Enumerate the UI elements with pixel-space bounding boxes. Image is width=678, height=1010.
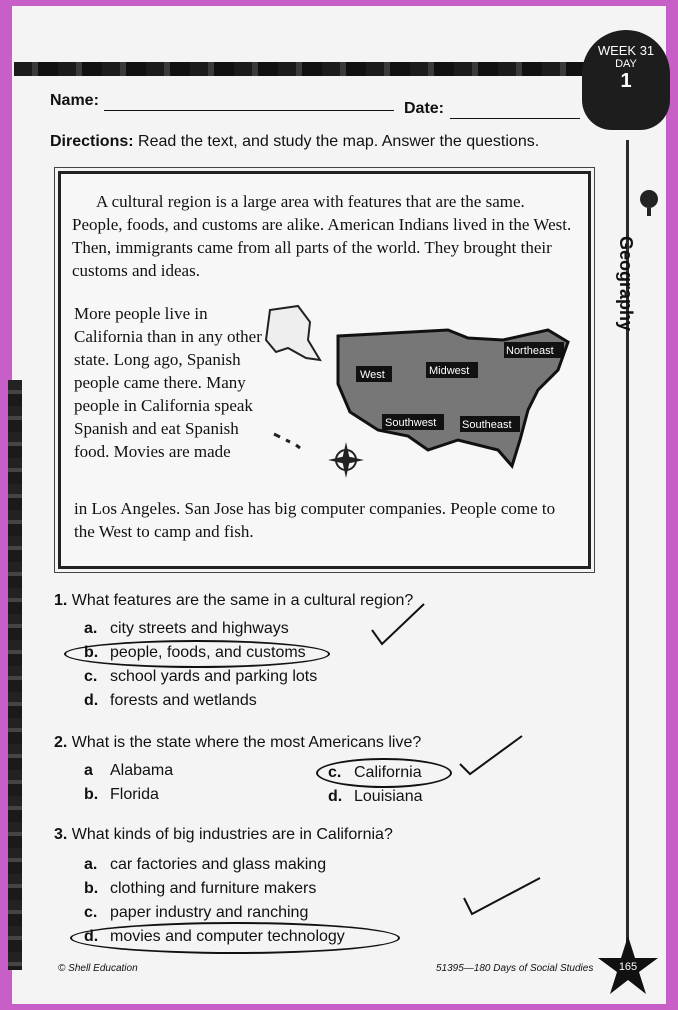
region-label-northeast: Northeast	[506, 345, 554, 357]
directions	[50, 133, 539, 151]
option-text: clothing and furniture makers	[110, 880, 317, 897]
option-letter: b.	[84, 644, 99, 661]
directions-text: Read the text, and study the map. Answer the questions.	[138, 133, 540, 150]
option-text: Louisiana	[354, 788, 423, 805]
alaska-shape	[266, 306, 320, 360]
answer-circle	[64, 640, 330, 668]
answer-option[interactable]	[84, 668, 317, 686]
question-2	[54, 734, 421, 752]
region-label-southwest: Southwest	[385, 417, 437, 429]
region-label-midwest: Midwest	[429, 365, 470, 377]
compass-rose-icon	[328, 442, 364, 478]
name-field[interactable]	[104, 110, 394, 111]
option-text: car factories and glass making	[110, 856, 327, 873]
hawaii-dots	[274, 434, 300, 448]
option-letter: d.	[84, 928, 99, 945]
page-number-star-icon	[596, 934, 660, 998]
week-day-badge	[582, 30, 670, 130]
option-letter: a.	[84, 620, 98, 637]
question-text: What features are the same in a cultural region?	[71, 592, 414, 609]
region-label-southeast: Southeast	[462, 419, 512, 431]
badge-week: WEEK 31	[597, 43, 655, 58]
option-text: paper industry and ranching	[110, 904, 309, 921]
badge-number: 1	[620, 70, 632, 92]
option-letter: d.	[328, 788, 343, 805]
region-label-west: West	[360, 369, 385, 381]
option-letter: c.	[84, 904, 98, 921]
question-1	[54, 592, 413, 610]
footer-book-title: 51395—180 Days of Social Studies	[436, 963, 594, 974]
checkmark-icon	[456, 730, 526, 780]
option-text: school yards and parking lots	[110, 668, 318, 685]
option-text: forests and wetlands	[110, 692, 257, 709]
date-field[interactable]	[450, 118, 580, 119]
us-cultural-regions-map	[258, 300, 578, 480]
header-band	[14, 62, 604, 76]
answer-option[interactable]	[84, 620, 289, 638]
answer-option[interactable]	[84, 692, 257, 710]
option-text: Florida	[110, 786, 159, 803]
option-letter: b.	[84, 880, 99, 897]
checkmark-icon	[368, 600, 428, 650]
answer-option[interactable]	[328, 788, 423, 806]
answer-option[interactable]	[84, 762, 173, 780]
option-letter: c.	[328, 764, 342, 781]
option-text: people, foods, and customs	[110, 644, 306, 661]
checkmark-icon	[460, 872, 544, 922]
date-label: Date:	[404, 100, 445, 117]
directions-label: Directions:	[50, 133, 134, 150]
subject-tab: Geography	[616, 236, 636, 332]
option-letter: d.	[84, 692, 99, 709]
badge-day: DAY	[615, 58, 637, 70]
passage-paragraph-2: More people live in California than in any other state. Long ago, Spanish people came there. Many people in California speak Spanish and eat Spanish food. Movies are made	[74, 304, 262, 461]
option-letter: b.	[84, 786, 99, 803]
option-letter: a	[84, 762, 93, 779]
answer-option[interactable]	[84, 856, 326, 874]
globe-icon	[640, 190, 658, 208]
answer-option[interactable]	[84, 786, 159, 804]
question-number: 3.	[54, 826, 68, 843]
option-text: California	[354, 764, 422, 781]
option-text: city streets and highways	[110, 620, 289, 637]
question-number: 2.	[54, 734, 68, 751]
page-number: 165	[618, 961, 638, 973]
question-3	[54, 826, 393, 844]
name-label: Name:	[50, 92, 99, 109]
answer-option[interactable]	[84, 904, 308, 922]
option-letter: a.	[84, 856, 98, 873]
option-text: movies and computer technology	[110, 928, 345, 945]
answer-option[interactable]	[84, 880, 316, 898]
answer-circle	[70, 922, 400, 954]
option-text: Alabama	[110, 762, 174, 779]
torn-left-edge	[8, 380, 22, 970]
question-number: 1.	[54, 592, 68, 609]
passage-paragraph-1: A cultural region is a large area with features that are the same. People, foods, and customs are alike. American Indians lived in the West. Then, immigrants came from all parts of the world. They brought their customs and ideas.	[72, 192, 572, 280]
question-text: What is the state where the most Americans live?	[71, 734, 422, 751]
option-letter: c.	[84, 668, 98, 685]
footer-copyright: © Shell Education	[58, 963, 138, 974]
passage-paragraph-2-continued: in Los Angeles. San Jose has big computer companies. People come to the West to camp and fish.	[74, 499, 556, 541]
answer-circle	[316, 758, 452, 788]
question-text: What kinds of big industries are in California?	[71, 826, 393, 843]
